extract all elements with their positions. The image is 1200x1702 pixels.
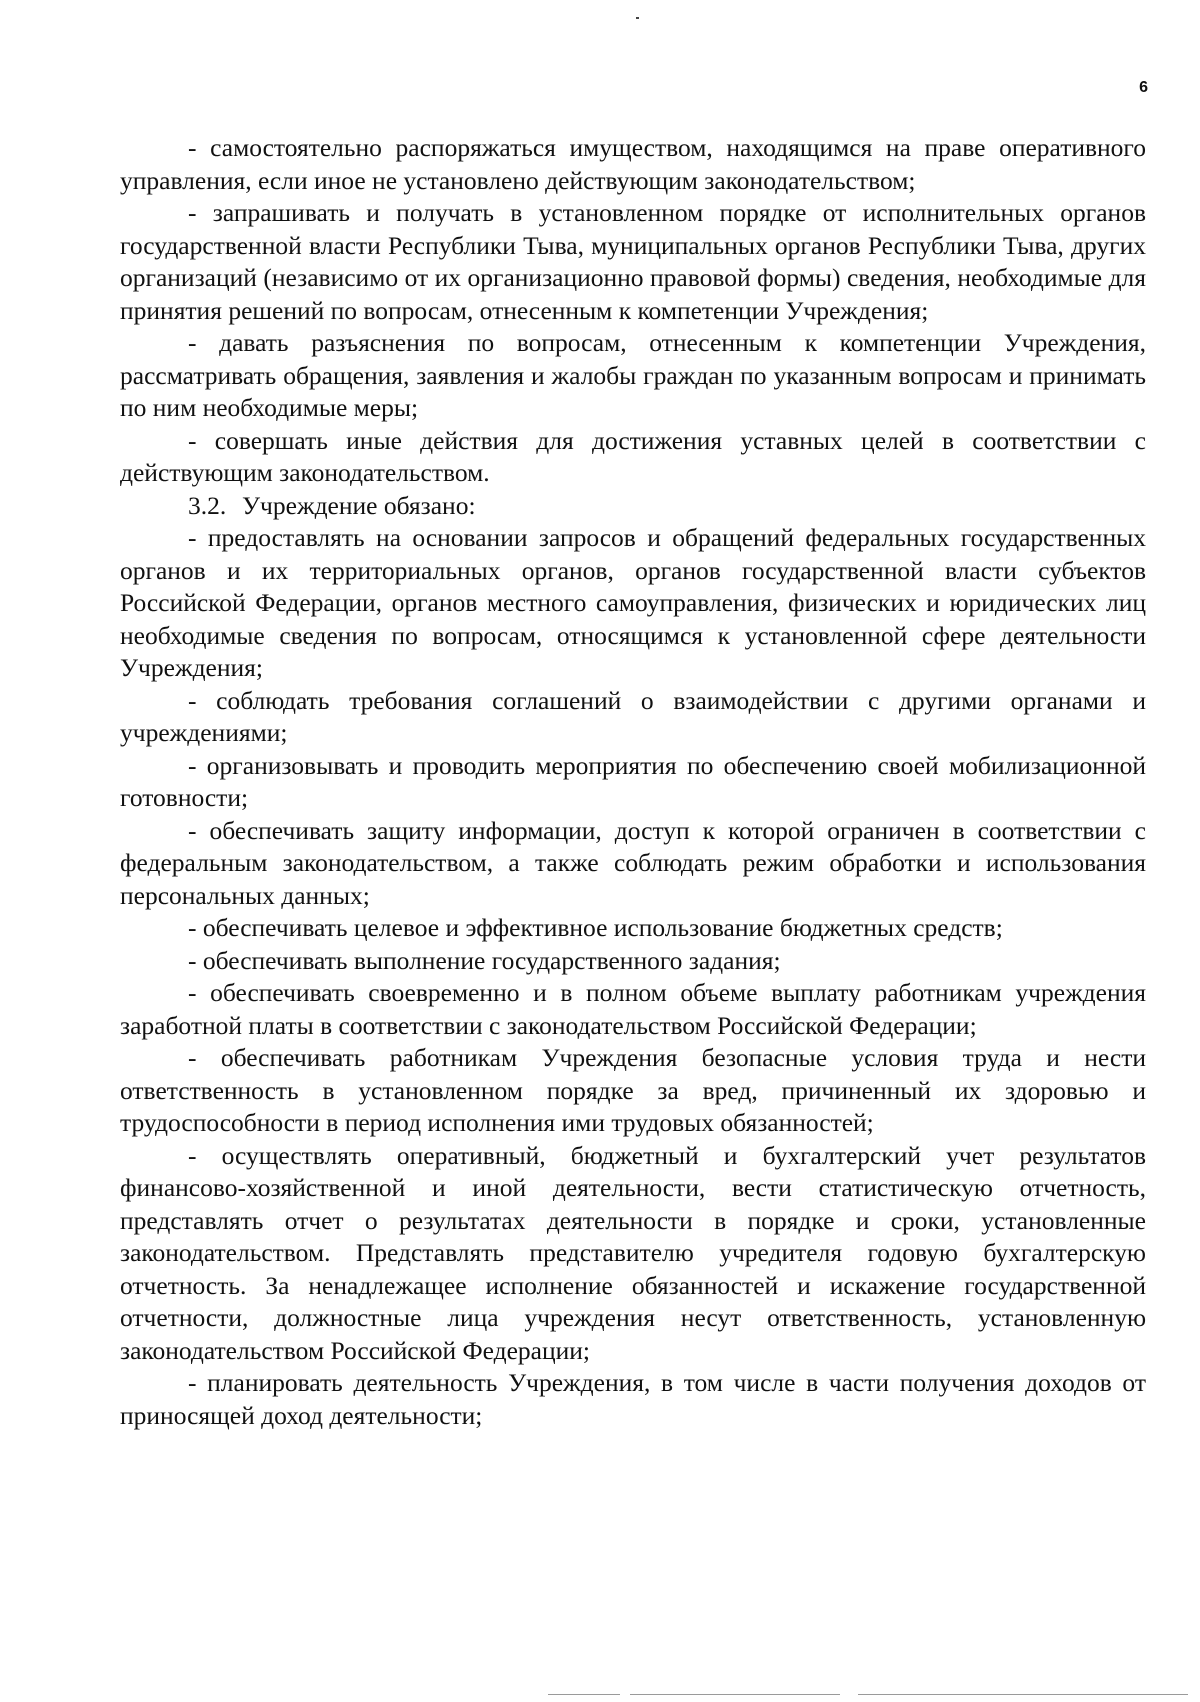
footer-scan-line [548, 1694, 620, 1695]
paragraph-provide-information: - предоставлять на основании запросов и обращений федеральных государственных органов и их территориальных органов, органов государственной власти субъектов Российской Федерации, органов местного самоуправления, физических и юридических лиц необходимые сведения по вопросам, относящимся к установленной сфере деятельности Учреждения; [120, 523, 1146, 682]
paragraph-labor-safety: - обеспечивать работникам Учреждения безопасные условия труда и нести ответственность в установленном порядке за вред, причиненный их здоровью и трудоспособности в период исполнения ими трудовых обязанностей; [120, 1043, 1146, 1137]
paragraph-salary-payment: - обеспечивать своевременно и в полном объеме выплату работникам учреждения заработной платы в соответствии с законодательством Российской Федерации; [120, 978, 1146, 1040]
paragraph-other-actions: - совершать иные действия для достижения уставных целей в соответствии с действующим законодательством. [120, 425, 1146, 487]
section-number: 3.2. [188, 490, 227, 520]
section-heading [120, 490, 1146, 523]
paragraph-mobilization-readiness: - организовывать и проводить мероприятия по обеспечению своей мобилизационной готовности; [120, 750, 1146, 812]
paragraph-planning: - планировать деятельность Учреждения, в том числе в части получения доходов от приносящей доход деятельности; [120, 1368, 1146, 1430]
paragraph-state-assignment: - обеспечивать выполнение государственного задания; [188, 945, 781, 975]
page-number: 6 [1139, 79, 1148, 96]
paragraph-manage-property: - самостоятельно распоряжаться имуществом, находящимся на праве оперативного управления, если иное не установлено действующим законодательством; [120, 133, 1146, 195]
paragraph-request-information: - запрашивать и получать в установленном порядке от исполнительных органов государственной власти Республики Тыва, муниципальных органов Республики Тыва, других организаций (независимо от их организационно правовой формы) сведения, необходимые для принятия решений по вопросам, отнесенным к компетенции Учреждения; [120, 198, 1146, 325]
paragraph-accounting: - осуществлять оперативный, бюджетный и бухгалтерский учет результатов финансово-хозяйственной и иной деятельности, вести статистическую отчетность, представлять отчет о результатах деятельности в порядке и сроки, установленные законодательством. Представлять представителю учредителя годовую бухгалтерскую отчетность. За ненадлежащее исполнение обязанностей и искажение государственной отчетности, должностные лица учреждения несут ответственность, установленную законодательством Российской Федерации; [120, 1140, 1146, 1365]
footer-scan-line [858, 1694, 1188, 1695]
document-body [120, 132, 1146, 1432]
paragraph-budget-funds: - обеспечивать целевое и эффективное использование бюджетных средств; [188, 913, 1003, 942]
footer-scan-line [630, 1694, 840, 1695]
scan-speck [636, 17, 639, 19]
paragraph-comply-agreements: - соблюдать требования соглашений о взаимодействии с другими органами и учреждениями; [120, 685, 1146, 747]
paragraph-give-explanations: - давать разъяснения по вопросам, отнесенным к компетенции Учреждения, рассматривать обращения, заявления и жалобы граждан по указанным вопросам и принимать по ним необходимые меры; [120, 328, 1146, 422]
section-title: Учреждение обязано: [242, 490, 476, 520]
paragraph-information-protection: - обеспечивать защиту информации, доступ к которой ограничен в соответствии с федеральным законодательством, а также соблюдать режим обработки и использования персональных данных; [120, 815, 1146, 910]
